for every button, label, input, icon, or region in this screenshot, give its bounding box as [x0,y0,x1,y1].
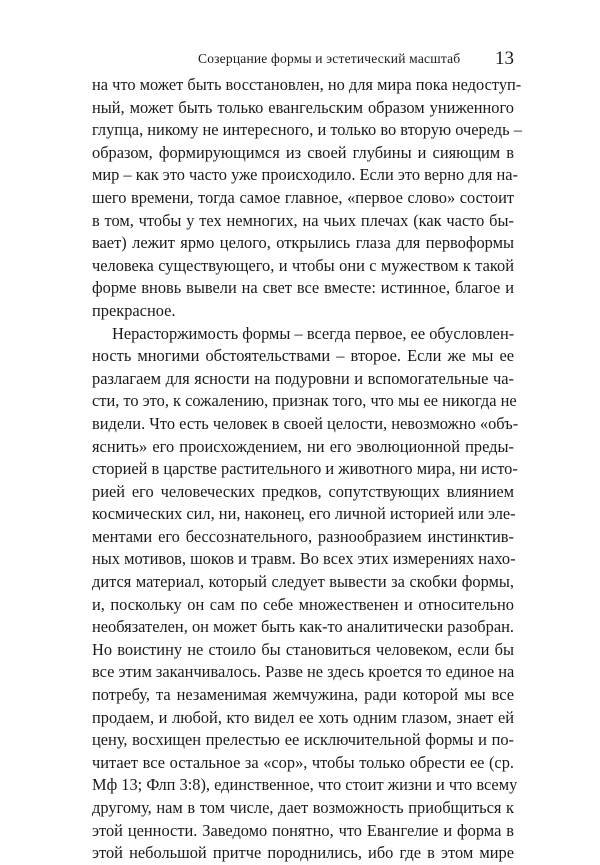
text-line: потребу, та незаменимая жемчужина, ради которой мы все [92,685,514,705]
text-line: Но воистину не стоило бы становиться человеком, если бы [92,639,514,659]
text-line: необязателен, он может быть как-то аналитически разобран. [92,617,514,637]
text-line: читает все остальное за «сор», чтобы только обрести ее (ср. [92,752,514,772]
text-line: Мф 13; Флп 3:8), единственное, что стоит жизни и что всему [92,775,518,795]
text-line: космических сил, ни, наконец, его личной историей или эле- [92,504,516,524]
text-line: ный, может быть только евангельским образом униженного [92,97,514,117]
text-line: дится материал, который следует вывести за скобки формы, [92,572,514,592]
text-line: этой ценности. Заведомо понятно, что Евангелие и форма в [92,820,514,840]
text-line: ментами его бессознательного, разнообразием инстинктив- [92,526,514,546]
text-line: цену, восхищен прелестью ее исключительной формы и по- [92,730,514,750]
text-line: ность многими обстоятельствами – второе. Если же мы ее [92,346,514,366]
text-line: яснить» его происхождением, ни его эволюционной преды- [92,436,514,456]
text-line: этой небольшой притче породнились, ибо где в этом мире [92,843,514,863]
running-header [92,46,514,72]
text-line: мир – как это часто уже происходило. Если это верно для на- [92,165,518,185]
text-line: разлагаем для ясности на подуровни и вспомогательные ча- [92,368,514,388]
text-line: сти, то это, к сожалению, признак того, что мы ее никогда не [92,391,517,411]
page-number: 13 [495,48,514,69]
running-title: Созерцание формы и эстетический масштаб [198,51,461,66]
text-line: другому, нам в том числе, дает возможность приобщиться к [92,798,514,817]
text-line: форме вновь вывели на свет все вместе: истинное, благое и [92,278,514,298]
text-line: ных мотивов, шоков и травм. Во всех этих измерениях нахо- [92,549,516,569]
body-text [92,74,522,865]
text-line: Нерасторжимость формы – всегда первое, ее обусловлен- [112,323,515,343]
text-line: продаем, и любой, кто видел ее хоть одним глазом, знает ей [92,707,514,727]
text-line: человека существующего, и чтобы они с мужеством к такой [92,255,514,275]
text-line: и, поскольку он сам по себе множественен и относительно [92,594,514,614]
text-line: сторией в царстве растительного и животного мира, ни исто- [92,459,518,479]
text-line: рией его человеческих предков, сопутствующих влиянием [92,481,514,501]
text-line: вает) лежит ярмо целого, открылись глаза для первоформы [92,233,514,253]
text-line: в том, чтобы у тех немногих, на чьих плечах (как часто бы- [92,210,514,230]
text-line: глупца, никому не интересного, и только во вторую очередь – [92,120,522,140]
text-line: шего времени, тогда самое главное, «первое слово» состоит [92,187,514,207]
text-line: видели. Что есть человек в своей целости, невозможно «объ- [92,413,519,433]
text-line: образом, формирующимся из своей глубины и сияющим в [92,142,514,162]
text-line: все этим заканчивалось. Разве не здесь кроется то единое на [92,662,515,682]
text-line: на что может быть восстановлен, но для мира пока недоступ- [92,75,522,94]
text-line: прекрасное. [92,300,176,320]
